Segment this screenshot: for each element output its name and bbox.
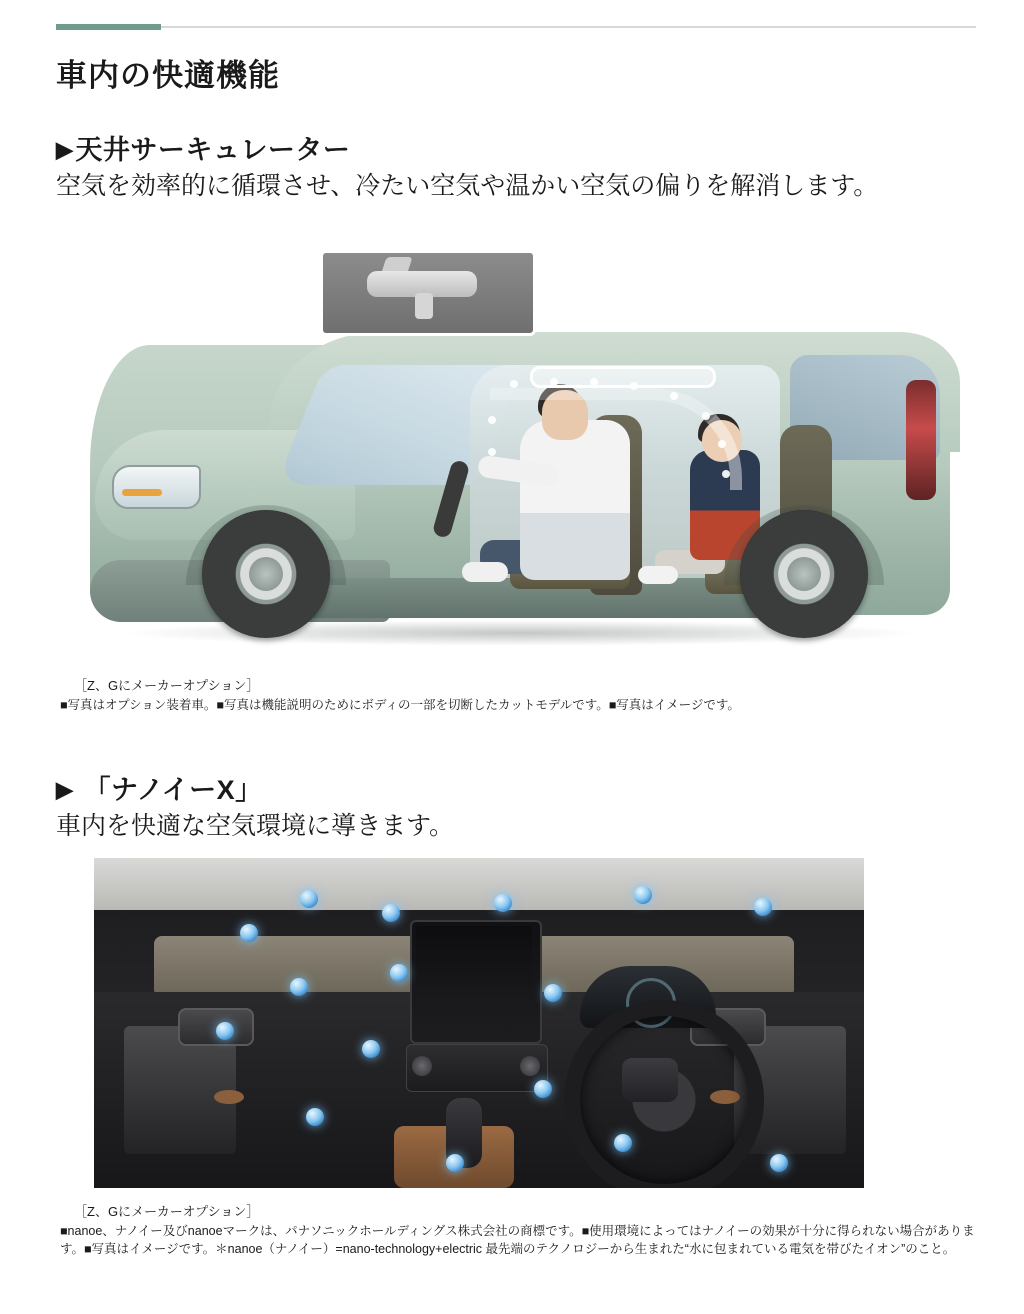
nanoe-particle — [240, 924, 258, 942]
nanoe-particle — [290, 978, 308, 996]
figure-car-cutaway — [60, 250, 970, 670]
wheel-hub — [787, 557, 821, 591]
triangle-marker-icon: ▶ — [56, 777, 74, 802]
audio-knob-left — [412, 1056, 432, 1076]
airflow-dot — [590, 378, 598, 386]
airflow-diagram — [470, 370, 770, 500]
airflow-dot — [702, 412, 710, 420]
rear-wheel — [740, 510, 868, 638]
page-title: 車内の快適機能 — [56, 58, 280, 93]
front-wheel — [202, 510, 330, 638]
car-illustration — [90, 310, 950, 630]
nanoe-particle — [216, 1022, 234, 1040]
left-cup-holder — [214, 1090, 244, 1104]
section-1-heading — [56, 128, 986, 167]
section-1-body: 空気を効率的に循環させ、冷たい空気や温かい空気の偏りを解消します。 — [56, 172, 879, 200]
circulator-detail-callout — [320, 250, 536, 336]
airflow-dot — [488, 448, 496, 456]
section-2-heading — [56, 768, 986, 807]
airflow-dot — [550, 378, 558, 386]
airflow-dot — [488, 416, 496, 424]
nanoe-particle — [446, 1154, 464, 1172]
circulator-stem — [415, 293, 433, 319]
center-display-screen — [416, 926, 532, 1004]
header-accent-bar — [56, 24, 161, 30]
nanoe-particle — [634, 886, 652, 904]
passenger-shoe — [638, 566, 678, 584]
nanoe-particle — [754, 898, 772, 916]
airflow-dot — [510, 380, 518, 388]
headliner — [94, 858, 864, 910]
section-1-note-title: ［Z、Gにメーカーオプション］ — [74, 678, 260, 693]
section-2-note-title: ［Z、Gにメーカーオプション］ — [74, 1204, 260, 1219]
section-nanoe-x — [56, 768, 986, 845]
section-1-note-body: ■写真はオプション装着車。■写真は機能説明のためにボディの一部を切断したカットモデルです。■写真はイメージです。 — [60, 697, 740, 712]
figure-dashboard — [94, 858, 864, 1188]
header-rule — [56, 26, 976, 28]
section-1-heading-text: 天井サーキュレーター — [75, 135, 351, 165]
section-2-note-body: ■nanoe、ナノイー及びnanoeマークは、パナソニックホールディングス株式会社の商標です。■使用環境によってはナノイーの効果が十分に得られない場合があります。■写真はイメージです。＊nanoe（ナノイー）=nano-technology+electric 最先端のテクノロジーから生まれた“水に包まれている電気を帯びたイオン”のこと。 — [60, 1223, 975, 1256]
airflow-dot — [718, 440, 726, 448]
nanoe-particle — [544, 984, 562, 1002]
section-1-notes — [60, 676, 980, 714]
section-2-body: 車内を快適な空気環境に導きます。 — [56, 812, 455, 840]
turn-signal — [122, 489, 162, 496]
airflow-band — [490, 388, 742, 490]
nanoe-particle — [382, 904, 400, 922]
triangle-marker-icon: ▶ — [56, 137, 74, 162]
nanoe-particle — [390, 964, 408, 982]
tail-light — [906, 380, 936, 500]
head-light — [112, 465, 201, 509]
section-ceiling-circulator — [56, 128, 986, 205]
airflow-dot — [670, 392, 678, 400]
airflow-dot — [722, 470, 730, 478]
nanoe-particle — [494, 894, 512, 912]
airflow-dot — [630, 382, 638, 390]
steering-wheel-hub — [622, 1058, 678, 1102]
nanoe-particle — [614, 1134, 632, 1152]
wheel-hub — [249, 557, 283, 591]
audio-knob-right — [520, 1056, 540, 1076]
section-2-heading-text: 「ナノイーX」 — [83, 775, 263, 805]
nanoe-particle — [770, 1154, 788, 1172]
section-2-notes — [60, 1202, 980, 1258]
driver-shoe — [462, 562, 508, 582]
nanoe-particle — [534, 1080, 552, 1098]
nanoe-particle — [300, 890, 318, 908]
nanoe-particle — [362, 1040, 380, 1058]
nanoe-particle — [306, 1108, 324, 1126]
